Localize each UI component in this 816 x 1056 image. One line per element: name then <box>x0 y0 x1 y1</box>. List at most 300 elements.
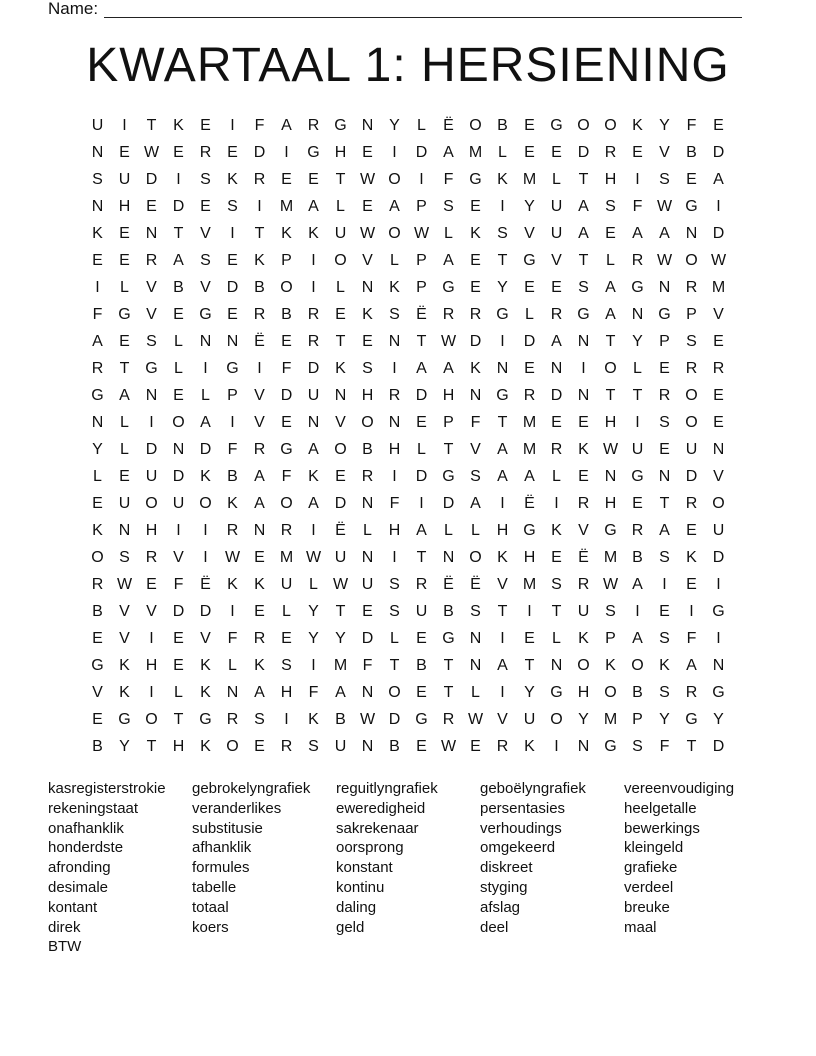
grid-letter[interactable]: T <box>335 333 346 350</box>
grid-letter[interactable]: G <box>469 171 482 188</box>
grid-letter[interactable]: L <box>498 144 507 161</box>
grid-letter[interactable]: R <box>685 279 698 296</box>
grid-letter[interactable]: S <box>551 576 562 593</box>
grid-letter[interactable]: I <box>716 576 721 593</box>
grid-letter[interactable]: R <box>307 306 320 323</box>
grid-letter[interactable]: I <box>149 414 154 431</box>
grid-letter[interactable]: T <box>551 603 562 620</box>
grid-letter[interactable]: R <box>550 441 563 458</box>
grid-letter[interactable]: E <box>416 630 427 647</box>
grid-letter[interactable]: K <box>497 171 508 188</box>
grid-letter[interactable]: V <box>497 711 508 728</box>
grid-letter[interactable]: U <box>118 495 131 512</box>
grid-letter[interactable]: E <box>92 630 103 647</box>
grid-letter[interactable]: F <box>92 306 103 323</box>
grid-letter[interactable]: L <box>471 684 480 701</box>
grid-letter[interactable]: O <box>550 711 563 728</box>
grid-letter[interactable]: D <box>442 495 455 512</box>
grid-letter[interactable]: O <box>172 414 185 431</box>
grid-letter[interactable]: N <box>712 441 725 458</box>
grid-letter[interactable]: M <box>279 198 294 215</box>
grid-letter[interactable]: O <box>685 252 698 269</box>
grid-letter[interactable]: S <box>686 333 697 350</box>
grid-letter[interactable]: R <box>253 306 266 323</box>
grid-letter[interactable]: D <box>172 198 185 215</box>
grid-letter[interactable]: S <box>578 279 589 296</box>
grid-letter[interactable]: T <box>416 549 427 566</box>
grid-letter[interactable]: S <box>146 333 157 350</box>
grid-letter[interactable]: A <box>254 495 265 512</box>
grid-letter[interactable]: L <box>201 387 210 404</box>
grid-letter[interactable]: Ë <box>470 576 481 593</box>
grid-letter[interactable]: F <box>470 414 481 431</box>
grid-letter[interactable]: V <box>551 252 562 269</box>
grid-letter[interactable]: G <box>307 144 320 161</box>
grid-letter[interactable]: I <box>311 279 316 296</box>
grid-letter[interactable]: I <box>230 414 235 431</box>
grid-letter[interactable]: L <box>228 657 237 674</box>
grid-letter[interactable]: D <box>712 144 725 161</box>
grid-letter[interactable]: S <box>659 630 670 647</box>
grid-letter[interactable]: E <box>470 279 481 296</box>
grid-letter[interactable]: F <box>227 441 238 458</box>
grid-letter[interactable]: N <box>145 225 158 242</box>
grid-letter[interactable]: I <box>716 630 721 647</box>
grid-letter[interactable]: Ë <box>254 333 265 350</box>
grid-letter[interactable]: R <box>280 738 293 755</box>
grid-letter[interactable]: R <box>91 576 104 593</box>
grid-letter[interactable]: O <box>145 711 158 728</box>
grid-letter[interactable]: V <box>470 441 481 458</box>
grid-letter[interactable]: I <box>635 414 640 431</box>
grid-letter[interactable]: F <box>686 117 697 134</box>
grid-letter[interactable]: I <box>203 360 208 377</box>
grid-letter[interactable]: B <box>254 279 265 296</box>
grid-letter[interactable]: A <box>92 333 103 350</box>
grid-letter[interactable]: W <box>359 225 376 242</box>
grid-letter[interactable]: A <box>497 468 508 485</box>
grid-letter[interactable]: P <box>281 252 292 269</box>
grid-letter[interactable]: A <box>686 657 697 674</box>
grid-letter[interactable]: E <box>551 414 562 431</box>
grid-letter[interactable]: G <box>334 117 347 134</box>
grid-letter[interactable]: E <box>659 360 670 377</box>
grid-letter[interactable]: F <box>281 468 292 485</box>
grid-letter[interactable]: I <box>284 144 289 161</box>
grid-letter[interactable]: A <box>173 252 184 269</box>
grid-letter[interactable]: W <box>602 576 619 593</box>
grid-letter[interactable]: D <box>415 468 428 485</box>
grid-letter[interactable]: T <box>497 414 508 431</box>
grid-letter[interactable]: L <box>390 252 399 269</box>
grid-letter[interactable]: I <box>392 468 397 485</box>
grid-letter[interactable]: N <box>118 522 131 539</box>
grid-letter[interactable]: O <box>334 252 347 269</box>
grid-letter[interactable]: E <box>524 117 535 134</box>
grid-letter[interactable]: A <box>281 117 292 134</box>
grid-letter[interactable]: I <box>554 738 559 755</box>
grid-letter[interactable]: W <box>143 144 160 161</box>
grid-letter[interactable]: R <box>685 495 698 512</box>
grid-letter[interactable]: Y <box>308 603 319 620</box>
grid-letter[interactable]: I <box>230 225 235 242</box>
grid-letter[interactable]: B <box>362 441 373 458</box>
grid-letter[interactable]: B <box>173 279 184 296</box>
grid-letter[interactable]: H <box>577 684 590 701</box>
grid-letter[interactable]: K <box>362 306 373 323</box>
grid-letter[interactable]: I <box>257 360 262 377</box>
grid-letter[interactable]: K <box>119 684 130 701</box>
grid-letter[interactable]: I <box>149 684 154 701</box>
grid-letter[interactable]: K <box>659 657 670 674</box>
grid-letter[interactable]: V <box>524 225 535 242</box>
grid-letter[interactable]: U <box>577 603 590 620</box>
grid-letter[interactable]: K <box>389 279 400 296</box>
grid-letter[interactable]: E <box>119 468 130 485</box>
grid-letter[interactable]: V <box>578 522 589 539</box>
grid-letter[interactable]: H <box>172 738 185 755</box>
grid-letter[interactable]: E <box>362 198 373 215</box>
grid-letter[interactable]: R <box>523 387 536 404</box>
grid-letter[interactable]: L <box>363 522 372 539</box>
grid-letter[interactable]: R <box>469 306 482 323</box>
grid-letter[interactable]: E <box>335 306 346 323</box>
grid-letter[interactable]: I <box>95 279 100 296</box>
grid-letter[interactable]: U <box>523 711 536 728</box>
grid-letter[interactable]: I <box>689 603 694 620</box>
grid-letter[interactable]: F <box>227 630 238 647</box>
grid-letter[interactable]: N <box>685 225 698 242</box>
grid-letter[interactable]: K <box>254 576 265 593</box>
grid-letter[interactable]: S <box>659 414 670 431</box>
grid-letter[interactable]: F <box>281 360 292 377</box>
grid-letter[interactable]: Y <box>659 711 670 728</box>
grid-letter[interactable]: B <box>92 603 103 620</box>
grid-letter[interactable]: N <box>91 414 104 431</box>
grid-letter[interactable]: N <box>442 549 455 566</box>
grid-letter[interactable]: G <box>523 252 536 269</box>
grid-letter[interactable]: S <box>443 198 454 215</box>
grid-letter[interactable]: Ë <box>524 495 535 512</box>
grid-letter[interactable]: L <box>174 684 183 701</box>
grid-letter[interactable]: W <box>440 333 457 350</box>
grid-letter[interactable]: E <box>119 333 130 350</box>
grid-letter[interactable]: K <box>335 360 346 377</box>
grid-letter[interactable]: L <box>120 414 129 431</box>
grid-letter[interactable]: K <box>605 657 616 674</box>
grid-letter[interactable]: D <box>712 738 725 755</box>
grid-letter[interactable]: E <box>524 630 535 647</box>
grid-letter[interactable]: G <box>91 387 104 404</box>
grid-letter[interactable]: O <box>334 441 347 458</box>
grid-letter[interactable]: E <box>524 279 535 296</box>
grid-letter[interactable]: N <box>496 360 509 377</box>
grid-letter[interactable]: A <box>497 657 508 674</box>
grid-letter[interactable]: L <box>633 360 642 377</box>
grid-letter[interactable]: V <box>713 468 724 485</box>
grid-letter[interactable]: T <box>578 171 589 188</box>
grid-letter[interactable]: K <box>470 360 481 377</box>
grid-letter[interactable]: P <box>686 306 697 323</box>
grid-letter[interactable]: R <box>253 171 266 188</box>
grid-letter[interactable]: L <box>120 279 129 296</box>
grid-letter[interactable]: E <box>281 630 292 647</box>
grid-letter[interactable]: G <box>523 522 536 539</box>
grid-letter[interactable]: V <box>335 414 346 431</box>
grid-letter[interactable]: I <box>500 333 505 350</box>
grid-letter[interactable]: G <box>631 468 644 485</box>
grid-letter[interactable]: H <box>388 522 401 539</box>
grid-letter[interactable]: K <box>578 441 589 458</box>
grid-letter[interactable]: E <box>92 711 103 728</box>
grid-letter[interactable]: R <box>685 684 698 701</box>
grid-letter[interactable]: A <box>605 306 616 323</box>
grid-letter[interactable]: N <box>361 549 374 566</box>
grid-letter[interactable]: B <box>632 684 643 701</box>
grid-letter[interactable]: E <box>551 279 562 296</box>
grid-letter[interactable]: I <box>230 117 235 134</box>
grid-letter[interactable]: P <box>416 279 427 296</box>
grid-letter[interactable]: G <box>550 684 563 701</box>
grid-letter[interactable]: H <box>604 171 617 188</box>
grid-letter[interactable]: G <box>685 711 698 728</box>
grid-letter[interactable]: H <box>496 522 509 539</box>
grid-letter[interactable]: F <box>362 657 373 674</box>
grid-letter[interactable]: A <box>659 522 670 539</box>
grid-letter[interactable]: S <box>659 171 670 188</box>
grid-letter[interactable]: R <box>361 468 374 485</box>
grid-letter[interactable]: A <box>632 225 643 242</box>
grid-letter[interactable]: L <box>282 603 291 620</box>
grid-letter[interactable]: Y <box>308 630 319 647</box>
grid-letter[interactable]: L <box>552 171 561 188</box>
grid-letter[interactable]: S <box>308 738 319 755</box>
grid-letter[interactable]: E <box>362 333 373 350</box>
grid-letter[interactable]: D <box>361 630 374 647</box>
grid-letter[interactable]: W <box>602 441 619 458</box>
grid-letter[interactable]: W <box>467 711 484 728</box>
grid-letter[interactable]: W <box>224 549 241 566</box>
grid-letter[interactable]: Ë <box>335 522 346 539</box>
grid-letter[interactable]: K <box>308 468 319 485</box>
grid-letter[interactable]: T <box>605 387 616 404</box>
grid-letter[interactable]: N <box>361 738 374 755</box>
grid-letter[interactable]: K <box>497 549 508 566</box>
grid-letter[interactable]: U <box>334 549 347 566</box>
grid-letter[interactable]: I <box>311 657 316 674</box>
grid-letter[interactable]: L <box>174 360 183 377</box>
grid-letter[interactable]: E <box>578 468 589 485</box>
grid-letter[interactable]: N <box>577 738 590 755</box>
grid-letter[interactable]: T <box>335 171 346 188</box>
grid-letter[interactable]: B <box>416 657 427 674</box>
grid-letter[interactable]: I <box>419 171 424 188</box>
grid-letter[interactable]: S <box>362 360 373 377</box>
grid-letter[interactable]: M <box>522 576 537 593</box>
grid-letter[interactable]: F <box>659 738 670 755</box>
grid-letter[interactable]: Ë <box>200 576 211 593</box>
grid-letter[interactable]: N <box>577 333 590 350</box>
grid-letter[interactable]: R <box>658 387 671 404</box>
grid-letter[interactable]: R <box>712 360 725 377</box>
grid-letter[interactable]: F <box>173 576 184 593</box>
grid-letter[interactable]: E <box>254 738 265 755</box>
grid-letter[interactable]: K <box>686 549 697 566</box>
grid-letter[interactable]: I <box>716 198 721 215</box>
grid-letter[interactable]: K <box>227 171 238 188</box>
grid-letter[interactable]: T <box>659 495 670 512</box>
grid-letter[interactable]: N <box>469 387 482 404</box>
grid-letter[interactable]: E <box>173 657 184 674</box>
grid-letter[interactable]: U <box>280 576 293 593</box>
grid-letter[interactable]: E <box>173 306 184 323</box>
grid-letter[interactable]: M <box>279 549 294 566</box>
grid-letter[interactable]: N <box>226 333 239 350</box>
grid-letter[interactable]: G <box>199 711 212 728</box>
grid-letter[interactable]: N <box>658 468 671 485</box>
grid-letter[interactable]: D <box>415 144 428 161</box>
grid-letter[interactable]: V <box>146 279 157 296</box>
grid-letter[interactable]: U <box>307 387 320 404</box>
grid-letter[interactable]: R <box>550 306 563 323</box>
grid-letter[interactable]: R <box>577 576 590 593</box>
grid-letter[interactable]: N <box>361 495 374 512</box>
grid-letter[interactable]: F <box>254 117 265 134</box>
grid-letter[interactable]: O <box>145 495 158 512</box>
grid-letter[interactable]: A <box>254 468 265 485</box>
grid-letter[interactable]: D <box>550 387 563 404</box>
grid-letter[interactable]: G <box>631 279 644 296</box>
grid-letter[interactable]: A <box>605 279 616 296</box>
grid-letter[interactable]: B <box>227 468 238 485</box>
grid-letter[interactable]: S <box>92 171 103 188</box>
grid-letter[interactable]: R <box>442 306 455 323</box>
grid-letter[interactable]: I <box>500 684 505 701</box>
grid-letter[interactable]: P <box>443 414 454 431</box>
grid-letter[interactable]: K <box>632 117 643 134</box>
grid-letter[interactable]: E <box>254 549 265 566</box>
grid-letter[interactable]: E <box>227 144 238 161</box>
grid-letter[interactable]: P <box>605 630 616 647</box>
grid-letter[interactable]: E <box>362 603 373 620</box>
grid-letter[interactable]: T <box>389 657 400 674</box>
grid-letter[interactable]: B <box>92 738 103 755</box>
grid-letter[interactable]: I <box>176 522 181 539</box>
grid-letter[interactable]: D <box>145 441 158 458</box>
grid-letter[interactable]: W <box>440 738 457 755</box>
grid-letter[interactable]: E <box>200 198 211 215</box>
grid-letter[interactable]: E <box>254 603 265 620</box>
grid-letter[interactable]: T <box>524 657 535 674</box>
grid-letter[interactable]: K <box>227 576 238 593</box>
grid-letter[interactable]: K <box>254 657 265 674</box>
grid-letter[interactable]: H <box>145 522 158 539</box>
grid-letter[interactable]: E <box>92 252 103 269</box>
grid-letter[interactable]: T <box>173 711 184 728</box>
grid-letter[interactable]: Y <box>335 630 346 647</box>
grid-letter[interactable]: D <box>307 360 320 377</box>
grid-letter[interactable]: G <box>442 468 455 485</box>
grid-letter[interactable]: Ë <box>443 117 454 134</box>
grid-letter[interactable]: T <box>497 252 508 269</box>
grid-letter[interactable]: U <box>550 225 563 242</box>
grid-letter[interactable]: T <box>443 441 454 458</box>
grid-letter[interactable]: R <box>91 360 104 377</box>
grid-letter[interactable]: N <box>307 414 320 431</box>
grid-letter[interactable]: Y <box>92 441 103 458</box>
grid-letter[interactable]: M <box>522 441 537 458</box>
grid-letter[interactable]: I <box>392 549 397 566</box>
grid-letter[interactable]: N <box>226 684 239 701</box>
grid-letter[interactable]: E <box>713 333 724 350</box>
grid-letter[interactable]: O <box>712 495 725 512</box>
grid-letter[interactable]: G <box>712 603 725 620</box>
grid-letter[interactable]: V <box>146 306 157 323</box>
grid-letter[interactable]: D <box>334 495 347 512</box>
grid-letter[interactable]: N <box>361 279 374 296</box>
grid-letter[interactable]: D <box>280 387 293 404</box>
grid-letter[interactable]: A <box>389 198 400 215</box>
grid-letter[interactable]: B <box>632 549 643 566</box>
grid-letter[interactable]: L <box>552 630 561 647</box>
grid-letter[interactable]: O <box>388 225 401 242</box>
grid-letter[interactable]: E <box>470 738 481 755</box>
grid-letter[interactable]: E <box>659 441 670 458</box>
grid-letter[interactable]: K <box>254 252 265 269</box>
grid-letter[interactable]: Y <box>119 738 130 755</box>
grid-letter[interactable]: Y <box>497 279 508 296</box>
grid-letter[interactable]: O <box>469 549 482 566</box>
grid-letter[interactable]: E <box>119 252 130 269</box>
grid-letter[interactable]: R <box>199 144 212 161</box>
grid-letter[interactable]: I <box>662 576 667 593</box>
grid-letter[interactable]: W <box>413 225 430 242</box>
grid-letter[interactable]: H <box>280 684 293 701</box>
grid-letter[interactable]: N <box>658 279 671 296</box>
grid-letter[interactable]: I <box>176 171 181 188</box>
grid-letter[interactable]: I <box>122 117 127 134</box>
grid-letter[interactable]: A <box>632 576 643 593</box>
grid-letter[interactable]: S <box>659 684 670 701</box>
grid-letter[interactable]: R <box>145 549 158 566</box>
grid-letter[interactable]: I <box>230 603 235 620</box>
grid-letter[interactable]: L <box>309 576 318 593</box>
grid-letter[interactable]: F <box>308 684 319 701</box>
grid-letter[interactable]: E <box>119 225 130 242</box>
grid-letter[interactable]: K <box>578 630 589 647</box>
grid-letter[interactable]: E <box>281 333 292 350</box>
grid-letter[interactable]: A <box>524 468 535 485</box>
grid-letter[interactable]: E <box>470 198 481 215</box>
grid-letter[interactable]: E <box>281 171 292 188</box>
grid-letter[interactable]: P <box>632 711 643 728</box>
grid-letter[interactable]: E <box>551 549 562 566</box>
grid-letter[interactable]: K <box>200 684 211 701</box>
grid-letter[interactable]: I <box>500 495 505 512</box>
grid-letter[interactable]: K <box>200 738 211 755</box>
grid-letter[interactable]: L <box>444 522 453 539</box>
grid-letter[interactable]: H <box>145 657 158 674</box>
grid-letter[interactable]: W <box>359 711 376 728</box>
grid-letter[interactable]: K <box>200 468 211 485</box>
grid-letter[interactable]: N <box>91 198 104 215</box>
grid-letter[interactable]: O <box>388 684 401 701</box>
grid-letter[interactable]: B <box>389 738 400 755</box>
grid-letter[interactable]: E <box>470 252 481 269</box>
grid-letter[interactable]: A <box>443 360 454 377</box>
grid-letter[interactable]: E <box>173 630 184 647</box>
grid-letter[interactable]: Y <box>389 117 400 134</box>
